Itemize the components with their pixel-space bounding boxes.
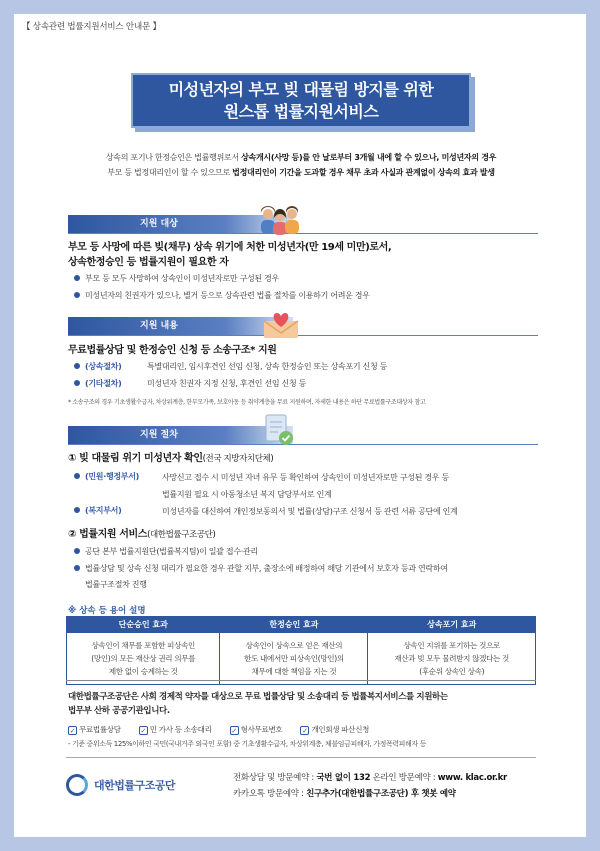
bullet-dot bbox=[74, 473, 80, 479]
heart-envelope-icon bbox=[262, 311, 300, 339]
row-tag: (민원·행정부서) bbox=[85, 472, 140, 481]
kakao-reservation: 친구추가(대한법률구조공단) 후 챗봇 예약 bbox=[306, 789, 456, 799]
support-target-heading-2: 상속한정승인 등 법률지원이 필요한 자 bbox=[68, 257, 229, 268]
step-1-title: ① 빚 대물림 위기 미성년자 확인 bbox=[68, 453, 203, 464]
service-check-item: ✓ 개인회생 파산신청 bbox=[302, 725, 370, 735]
support-target-bullet bbox=[74, 289, 370, 303]
intro-2b: 법정대리인이 기간을 도과할 경우 채무 초과 사실과 관계없이 상속의 효과 발생 bbox=[232, 168, 495, 177]
bullet-dot bbox=[74, 363, 80, 369]
terms-header: 한정승인 효과 bbox=[220, 617, 368, 633]
procedure-bullet bbox=[74, 562, 448, 576]
step-1-sub: (전국 지방자치단체) bbox=[202, 454, 274, 464]
terms-table bbox=[66, 616, 536, 685]
support-target-heading-1: 부모 등 사망에 따른 빚(채무) 상속 위기에 처한 미성년자(만 19세 미만)로서, bbox=[68, 242, 392, 253]
procedure-step-2 bbox=[68, 527, 215, 543]
service-check-item: ✓ 형사무료변호 bbox=[231, 725, 283, 735]
people-icon bbox=[258, 206, 302, 236]
bullet-text: 부모 등 모두 사망하여 상속인이 미성년자로만 구성된 경우 bbox=[85, 274, 279, 283]
step-2-title: ② 법률지원 서비스 bbox=[68, 529, 148, 540]
procedure-step-1 bbox=[68, 451, 273, 467]
klac-logo-text: 대한법률구조공단 bbox=[94, 779, 176, 792]
intro-2a: 부모 등 법정대리인이 할 수 있으므로 bbox=[107, 168, 233, 177]
klac-logo-icon bbox=[66, 774, 88, 796]
terms-title: ※ 상속 등 용어 설명 bbox=[68, 606, 146, 616]
row-text: 미성년자 친권자 지정 신청, 후견인 선임 신청 등 bbox=[147, 379, 307, 388]
check-icon: ✓ bbox=[231, 726, 237, 735]
support-content-row bbox=[74, 377, 306, 391]
klac-description bbox=[68, 690, 538, 718]
divider bbox=[66, 680, 536, 681]
klac-line-1: 대한법률구조공단은 사회 경제적 약자를 대상으로 무료 법률상담 및 소송대리 등 법률복지서비스를 지원하는 bbox=[68, 692, 448, 702]
service-check-item: ✓ 무료법률상담 bbox=[69, 725, 121, 735]
contact-info: 전화상담 및 방문예약 : 국번 없이 132 온라인 방문예약 : www. klac.or.kr 카카오톡 방문예약 : 친구추가(대한법률구조공단) 후 챗봇 예약 bbox=[233, 773, 507, 799]
bullet-dot bbox=[74, 275, 80, 281]
intro-text bbox=[64, 150, 538, 180]
bullet-dot bbox=[74, 380, 80, 386]
top-note: 【 상속관련 법률지원서비스 안내문 】 bbox=[22, 22, 161, 32]
bullet-dot bbox=[74, 565, 80, 571]
row-text-line: 미성년자를 대신하여 개인정보동의서 및 법률(상담)구조 신청서 등 관련 서류 공단에 인계 bbox=[162, 507, 458, 516]
terms-cell: 상속인 지위를 포기하는 것으로 재산과 빚 모두 물려받지 않겠다는 것 (후순위 상속인 상속) bbox=[368, 633, 536, 685]
procedure-bullet-cont: 법률구조절차 진행 bbox=[85, 580, 147, 589]
check-icon: ✓ bbox=[69, 726, 76, 735]
divider bbox=[66, 757, 536, 758]
section-support-content-header: 지원 내용 bbox=[68, 317, 293, 335]
row-text-line: 법률지원 필요 시 아동청소년 복지 담당부서로 인계 bbox=[162, 490, 332, 499]
bullet-text: 공단 본부 법률지원단(법률복지팀)이 일괄 접수·관리 bbox=[85, 547, 258, 556]
check-icon: ✓ bbox=[302, 726, 308, 735]
row-tag: (기타절차) bbox=[85, 379, 122, 388]
intro-1b: 상속개시(사망 등)를 안 날로부터 3개월 내에 할 수 있으나, 미성년자의 경우 bbox=[241, 153, 497, 162]
section-divider bbox=[68, 233, 538, 234]
row-text-line: 사망신고 접수 시 미성년 자녀 유무 등 확인하여 상속인이 미성년자로만 구성된 경우 등 bbox=[162, 473, 449, 482]
row-tag: (상속절차) bbox=[85, 362, 122, 371]
support-target-bullet bbox=[74, 272, 279, 286]
procedure-row bbox=[74, 504, 163, 518]
phone-number: 국번 없이 132 bbox=[316, 773, 371, 783]
title-banner bbox=[131, 73, 471, 128]
title-line-2: 원스톱 법률지원서비스 bbox=[223, 102, 379, 121]
title-line-1: 미성년자의 부모 빚 대물림 방지를 위한 bbox=[168, 80, 434, 99]
row-tag: (복지부서) bbox=[85, 506, 122, 515]
document-check-icon bbox=[262, 412, 296, 448]
bullet-text: 미성년자의 친권자가 있으나, 별거 등으로 상속관련 법률 절차를 이용하기 어려운 경우 bbox=[85, 291, 370, 300]
terms-cell: 상속인이 채무를 포함한 피상속인 (망인)의 모든 재산상 권리 의무를 제한 없이 승계하는 것 bbox=[67, 633, 220, 685]
litigation-aid-note: * 소송구조의 경우 기초생활수급자, 차상위계층, 한부모가족, 보호아동 등 취약계층을 무료 지원하며, 자세한 내용은 하단 무료법률구조대상자 참고 bbox=[68, 399, 426, 406]
klac-logo bbox=[66, 774, 175, 796]
support-content-row bbox=[74, 360, 387, 374]
check-icon: ✓ bbox=[140, 726, 147, 735]
step-2-sub: (대한법률구조공단) bbox=[147, 530, 216, 540]
row-text: 특별대리인, 임시후견인 선임 신청, 상속 한정승인 또는 상속포기 신청 등 bbox=[147, 362, 388, 371]
website-link[interactable]: www. klac.or.kr bbox=[437, 773, 507, 783]
terms-cell: 상속인이 상속으로 얻은 재산의 한도 내에서만 피상속인(망인)의 채무에 대한 책임을 지는 것 bbox=[220, 633, 368, 685]
section-support-target-header: 지원 대상 bbox=[68, 215, 293, 233]
bullet-dot bbox=[74, 507, 80, 513]
terms-header: 단순승인 효과 bbox=[67, 617, 220, 633]
procedure-bullet bbox=[74, 545, 258, 559]
service-checks bbox=[68, 724, 385, 735]
procedure-row bbox=[74, 470, 163, 484]
section-procedure-header: 지원 절차 bbox=[68, 426, 293, 444]
bullet-dot bbox=[74, 292, 80, 298]
support-content-heading: 무료법률상담 및 한정승인 신청 등 소송구조* 지원 bbox=[68, 345, 277, 356]
service-check-item: ✓ 민 가사 등 소송대리 bbox=[140, 725, 212, 735]
klac-line-2: 법무부 산하 공공기관입니다. bbox=[68, 706, 170, 716]
section-divider bbox=[68, 335, 538, 336]
intro-1a: 상속의 포기나 한정승인은 법률행위로서 bbox=[105, 153, 242, 162]
bullet-dot bbox=[74, 548, 80, 554]
section-divider bbox=[68, 444, 538, 445]
eligibility-note: - 기준 중위소득 125%이하인 국민(국내거주 외국인 포함) 중 기초생활수급자, 차상위계층, 체불임금피해자, 가정폭력피해자 등 bbox=[68, 740, 426, 748]
terms-header: 상속포기 효과 bbox=[368, 617, 536, 633]
bullet-text: 법률상담 및 상속 신청 대리가 필요한 경우 관할 지부, 출장소에 배정하여 해당 기관에서 보호자 등과 연락하여 bbox=[85, 564, 448, 573]
